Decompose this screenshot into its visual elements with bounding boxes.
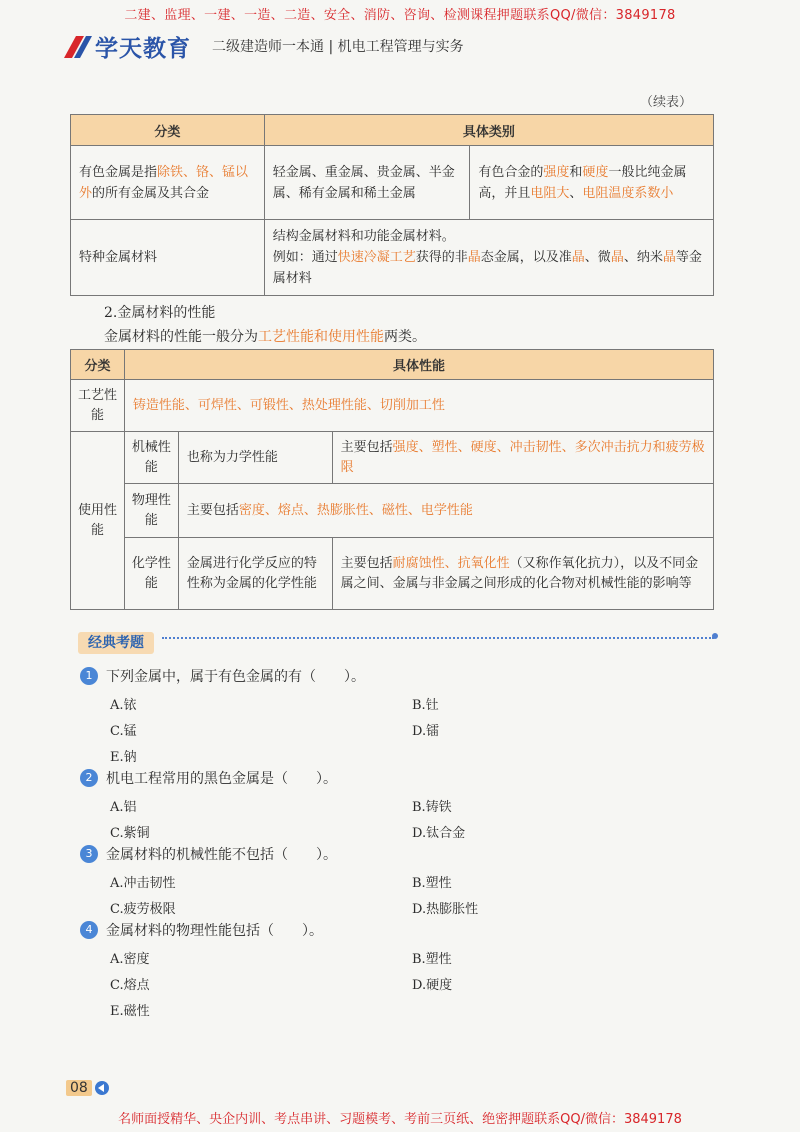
header-category: 分类: [71, 350, 125, 380]
question-number-badge: 1: [80, 667, 98, 685]
question-4: [80, 920, 323, 940]
divider-end-dot: [712, 633, 718, 639]
mechanical-description: 也称为力学性能: [178, 432, 332, 484]
option: D.硬度: [412, 978, 453, 993]
table-row: [71, 538, 714, 610]
exam-section-header: [70, 630, 718, 656]
use-label: 使用性能: [71, 432, 125, 610]
option: D.钛合金: [412, 826, 466, 841]
option: B.钍: [412, 698, 439, 713]
physical-properties: 主要包括密度、熔点、热膨胀性、磁性、电学性能: [178, 484, 713, 538]
option: A.铝: [110, 800, 137, 815]
craft-label: 工艺性能: [71, 380, 125, 432]
page-header: [62, 30, 762, 64]
question-text: 金属材料的机械性能不包括（ ）。: [106, 847, 337, 863]
option: D.热膨胀性: [412, 902, 479, 917]
physical-label: 物理性能: [124, 484, 178, 538]
craft-properties: 铸造性能、可焊性、可锻性、热处理性能、切削加工性: [124, 380, 713, 432]
nonferrous-definition: 有色金属是指除铁、铬、锰以外的所有金属及其合金: [71, 146, 265, 220]
page-number: [66, 1080, 109, 1096]
table-header-row: [71, 350, 714, 380]
chemical-properties: 主要包括耐腐蚀性、抗氧化性（又称作氧化抗力），以及不同金属之间、金属与非金属之间形成的化合物对机械性能的影响等: [332, 538, 713, 610]
option: C.熔点: [110, 978, 150, 993]
option: A.密度: [110, 952, 150, 967]
option: B.塑性: [412, 876, 452, 891]
nonferrous-types: 轻金属、重金属、贵金属、半金属、稀有金属和稀土金属: [264, 146, 470, 220]
table-row: [71, 146, 714, 220]
table-row: [71, 380, 714, 432]
option: E.钠: [110, 750, 137, 765]
option: C.疲劳极限: [110, 902, 176, 917]
top-banner: 二建、监理、一建、一造、二造、安全、消防、咨询、检测课程押题联系QQ/微信：3849178: [124, 8, 676, 23]
continued-label: （续表）: [640, 95, 693, 110]
nonferrous-alloy-note: 有色合金的强度和硬度一般比纯金属高，并且电阻大、电阻温度系数小: [470, 146, 714, 220]
option: C.紫铜: [110, 826, 150, 841]
chemical-description: 金属进行化学反应的特性称为金属的化学性能: [178, 538, 332, 610]
bottom-banner: 名师面授精华、央企内训、考点串讲、习题模考、考前三页纸、绝密押题联系QQ/微信：3849178: [118, 1112, 682, 1127]
page-arrow-icon: [95, 1081, 109, 1095]
table-row: [71, 432, 714, 484]
header-detail: 具体类别: [264, 115, 713, 146]
option: D.镭: [412, 724, 440, 739]
logo-text: 学天教育: [95, 36, 191, 62]
option: E.磁性: [110, 1004, 150, 1019]
logo-mark-icon: [62, 34, 92, 60]
table-row: [71, 220, 714, 296]
option: B.铸铁: [412, 800, 452, 815]
special-metal-detail: 结构金属材料和功能金属材料。 例如：通过快速冷凝工艺获得的非晶态金属，以及准晶、微晶、纳米晶等金属材料: [264, 220, 713, 296]
mechanical-label: 机械性能: [124, 432, 178, 484]
mechanical-properties: 主要包括强度、塑性、硬度、冲击韧性、多次冲击抗力和疲劳极限: [332, 432, 713, 484]
header-properties: 具体性能: [124, 350, 713, 380]
option: C.锰: [110, 724, 137, 739]
question-2: [80, 768, 337, 788]
question-text: 机电工程常用的黑色金属是（ ）。: [106, 771, 337, 787]
table-header-row: [71, 115, 714, 146]
question-text: 金属材料的物理性能包括（ ）。: [106, 923, 323, 939]
logo: [62, 30, 191, 63]
metal-property-table: [70, 349, 714, 610]
section-title: 2.金属材料的性能: [104, 305, 216, 321]
question-text: 下列金属中，属于有色金属的有（ ）。: [106, 669, 365, 685]
book-subtitle: 二级建造师一本通 | 机电工程管理与实务: [212, 39, 464, 55]
option: A.冲击韧性: [110, 876, 176, 891]
metal-category-table: [70, 114, 714, 296]
dotted-divider: [162, 637, 714, 639]
question-number-badge: 4: [80, 921, 98, 939]
page-number-value: 08: [66, 1080, 92, 1096]
table-row: [71, 484, 714, 538]
special-metal-label: 特种金属材料: [71, 220, 265, 296]
exam-tag: 经典考题: [78, 632, 154, 654]
option: B.塑性: [412, 952, 452, 967]
section-description: 金属材料的性能一般分为工艺性能和使用性能两类。: [104, 329, 426, 345]
question-3: [80, 844, 337, 864]
question-number-badge: 2: [80, 769, 98, 787]
option: A.铱: [110, 698, 137, 713]
header-category: 分类: [71, 115, 265, 146]
chemical-label: 化学性能: [124, 538, 178, 610]
question-1: [80, 666, 365, 686]
question-number-badge: 3: [80, 845, 98, 863]
